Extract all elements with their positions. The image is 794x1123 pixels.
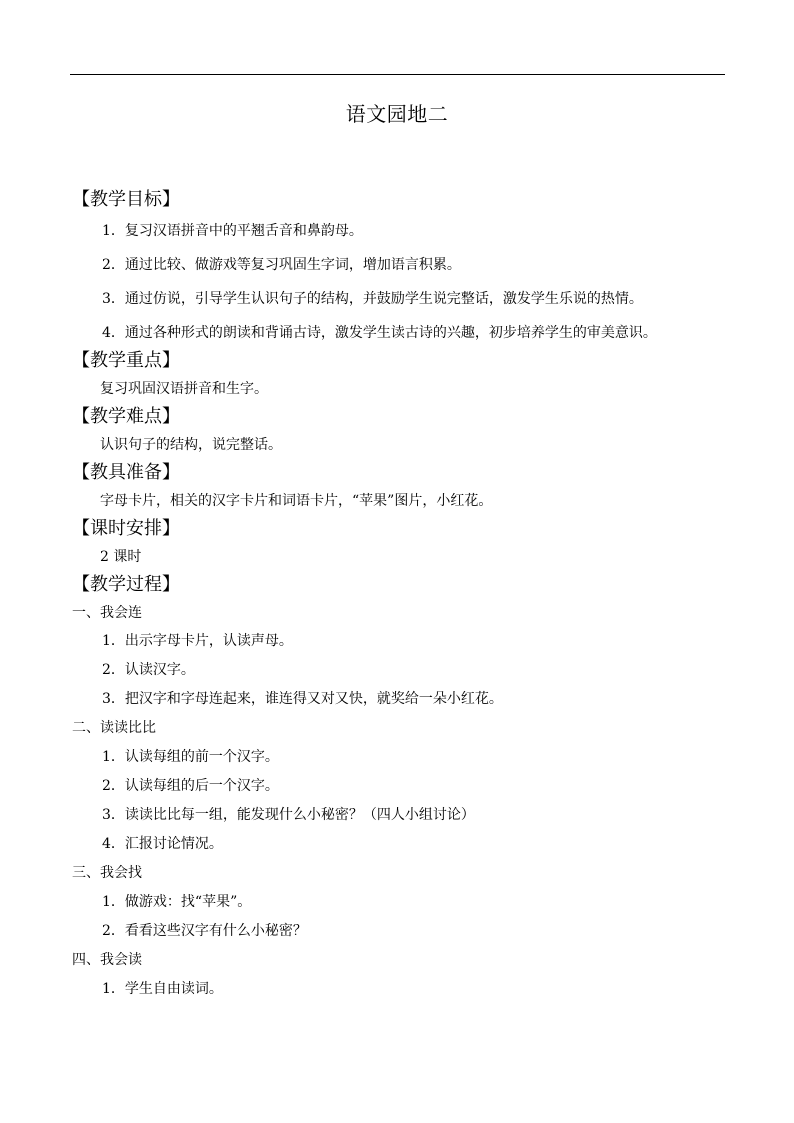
process-step: 3．读读比比每一组，能发现什么小秘密？（四人小组讨论） bbox=[102, 807, 475, 823]
process-part-title: 四、我会读 bbox=[72, 952, 142, 968]
page-title: 语文园地二 bbox=[345, 102, 449, 126]
process-step: 2．认读汉字。 bbox=[102, 662, 195, 678]
goal-item: 1．复习汉语拼音中的平翘舌音和鼻韵母。 bbox=[102, 223, 363, 239]
key-points-text: 复习巩固汉语拼音和生字。 bbox=[100, 381, 268, 397]
process-step: 1．做游戏：找“苹果”。 bbox=[102, 894, 252, 910]
section-heading-schedule: 【课时安排】 bbox=[72, 518, 180, 539]
section-heading-process: 【教学过程】 bbox=[72, 574, 180, 595]
process-step: 2．看看这些汉字有什么小秘密？ bbox=[102, 923, 307, 939]
header-rule bbox=[70, 74, 725, 75]
process-step: 3．把汉字和字母连起来，谁连得又对又快，就奖给一朵小红花。 bbox=[102, 691, 503, 707]
goal-item: 3．通过仿说，引导学生认识句子的结构，并鼓励学生说完整话，激发学生乐说的热情。 bbox=[102, 291, 643, 307]
goal-item: 2．通过比较、做游戏等复习巩固生字词，增加语言积累。 bbox=[102, 257, 461, 273]
process-part-title: 三、我会找 bbox=[72, 865, 142, 881]
section-heading-difficulties: 【教学难点】 bbox=[72, 406, 180, 427]
process-step: 1．出示字母卡片，认读声母。 bbox=[102, 633, 293, 649]
difficulties-text: 认识句子的结构，说完整话。 bbox=[100, 437, 282, 453]
process-part-title: 二、读读比比 bbox=[72, 720, 156, 736]
lesson-plan-body bbox=[70, 188, 730, 999]
process-step: 1．认读每组的前一个汉字。 bbox=[102, 749, 279, 765]
process-step: 2．认读每组的后一个汉字。 bbox=[102, 778, 279, 794]
section-heading-materials: 【教具准备】 bbox=[72, 462, 180, 483]
schedule-text: 2 课时 bbox=[100, 549, 142, 565]
process-step: 4．汇报讨论情况。 bbox=[102, 836, 223, 852]
section-heading-goals: 【教学目标】 bbox=[72, 189, 180, 210]
materials-text: 字母卡片，相关的汉字卡片和词语卡片，“苹果”图片，小红花。 bbox=[100, 493, 493, 509]
section-heading-key-points: 【教学重点】 bbox=[72, 350, 180, 371]
process-part-title: 一、我会连 bbox=[72, 605, 142, 621]
goal-item: 4．通过各种形式的朗读和背诵古诗，激发学生读古诗的兴趣，初步培养学生的审美意识。 bbox=[102, 325, 657, 341]
process-step: 1．学生自由读词。 bbox=[102, 981, 223, 997]
